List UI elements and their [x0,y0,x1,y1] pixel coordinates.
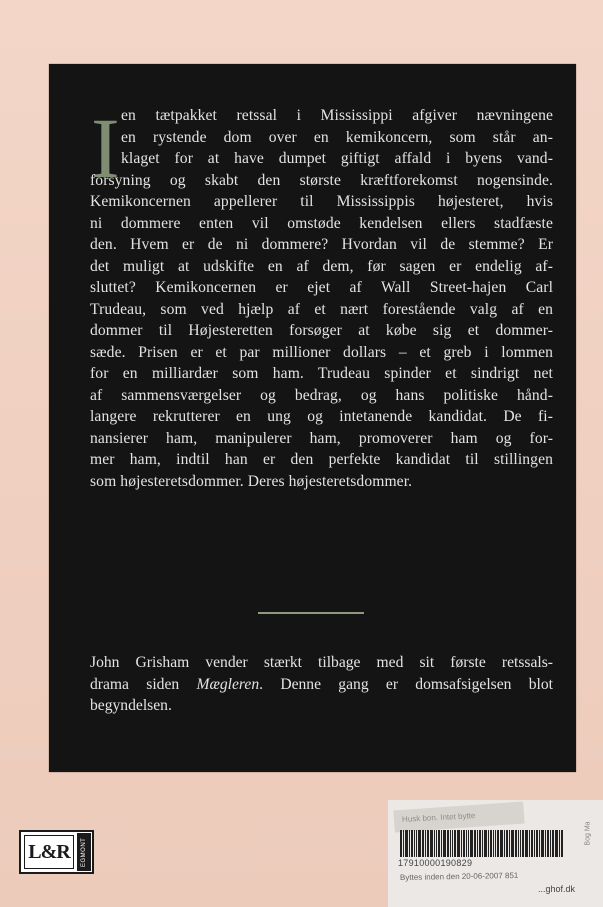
sticker-top-text: Husk bon. Intet bytte [401,811,476,824]
blurb-line: Kemikoncernen appellerer til Mississippis højesteret, hvis [90,193,553,210]
blurb-line: mer ham, indtil han er den perfekte kandidat til stillingen [90,451,553,468]
barcode-number: 17910000190829 [398,858,473,868]
blurb-line: det muligt at udskifte en af dem, før sagen er endelig af- [90,257,553,275]
blurb-line: en tætpakket retssal i Mississippi afgiver nævningene [121,107,553,124]
publisher-logo-mark: L&R [24,835,74,869]
blurb-line: langere rekrutterer en ung og intetanende kandidat. De fi- [90,408,553,425]
blurb-line: for en milliardær som ham. Trudeau spinder et sindrigt net [90,365,553,382]
blurb-line: en rystende dom over en kemikoncern, som står an- [121,128,553,146]
book-title: Mægleren [196,675,260,693]
sticker-bottom-text: Byttes inden den 20-06-2007 851 [399,870,519,883]
blurb-line: af sammensværgelser og bedrag, og hans politiske hånd- [90,386,553,404]
blurb-line: dommer til Højesteretten forsøger at købe sig et dommer- [90,322,553,339]
blurb-line: den. Hvem er de ni dommere? Hvordan vil de stemme? Er [90,236,553,253]
blurb-line: forsyning og skabt den største kræftforekomst nogensinde. [90,171,553,189]
barcode [400,830,596,857]
price-sticker [388,800,603,907]
sticker-url: ...ghof.dk [538,884,576,894]
section-divider [258,612,364,614]
closing-line [90,674,553,696]
blurb-line: Trudeau, som ved hjælp af et nært forestående valg af en [90,300,553,318]
closing-line: John Grisham vender stærkt tilbage med sit første retssals- [90,654,553,671]
publisher-logo-side-text: EGMONT [77,833,91,871]
blurb-line: nansierer ham, manipulerer ham, promoverer ham og for- [90,429,553,447]
blurb-line: ni dommere enten vil omstøde kendelsen ellers stadfæste [90,214,553,232]
blurb-line: sluttet? Kemikoncernen er ejet af Wall Street-hajen Carl [90,279,553,296]
closing-line-2-end: . Denne gang er domsafsigelsen blot [259,675,553,693]
blurb-line: som højesteretsdommer. Deres højesteretsdommer. [90,472,413,490]
sticker-side-text: Bog Ma [584,821,592,846]
blurb-line: sæde. Prisen er et par millioner dollars – et greb i lommen [90,343,553,361]
closing-line: begyndelsen. [90,697,172,714]
blurb-text [90,100,553,492]
closing-line-2-start: drama siden [90,675,197,693]
closing-text [90,652,553,717]
drop-cap: I [91,100,120,196]
blurb-line: klaget for at have dumpet giftigt affald i byens vand- [121,150,553,167]
publisher-logo [19,830,94,874]
